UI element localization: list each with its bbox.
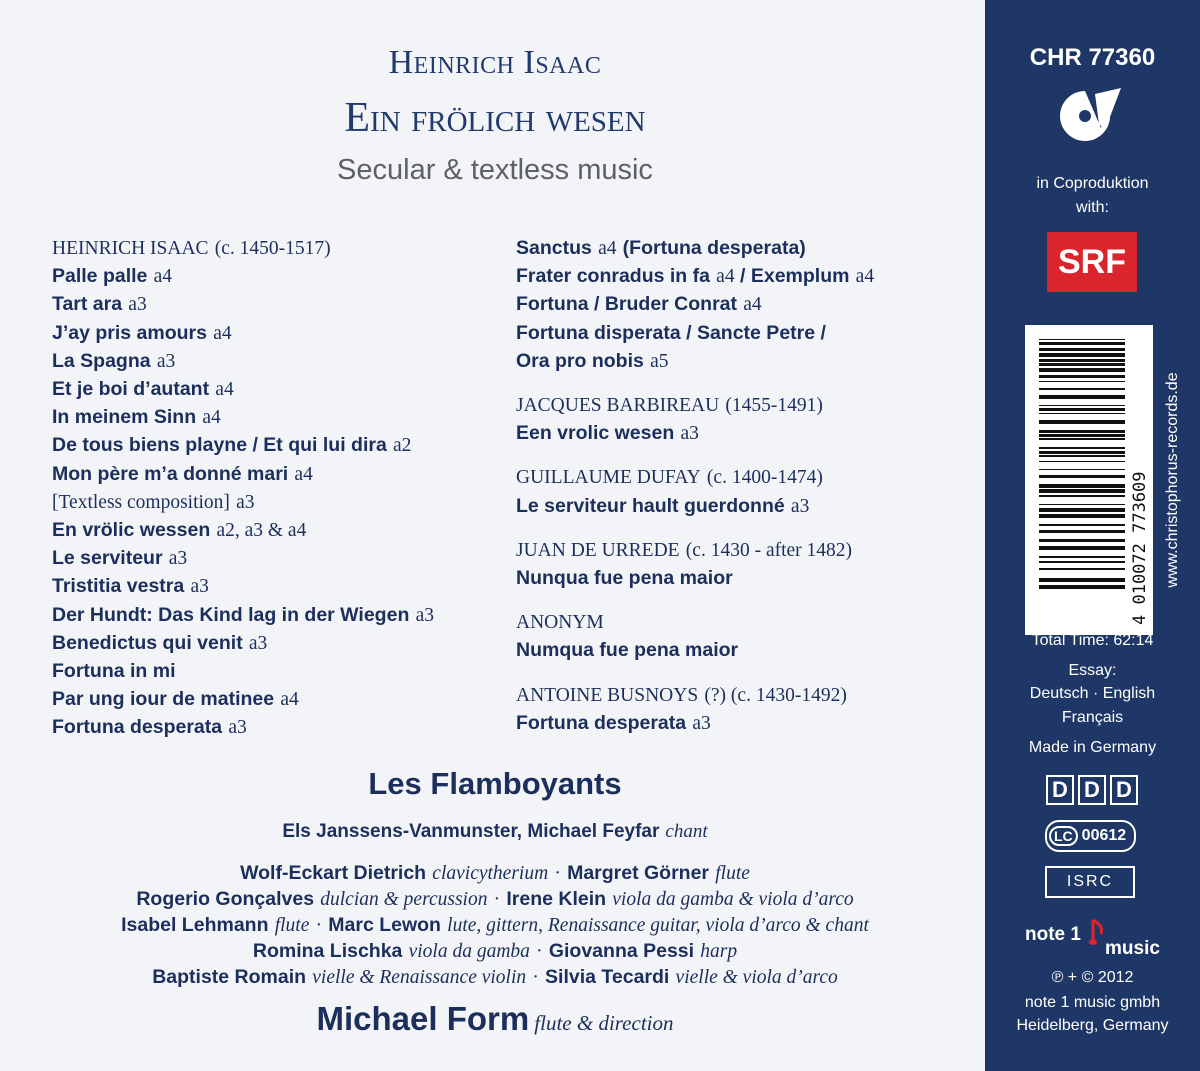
- essay-languages-2: Français: [1061, 709, 1124, 726]
- barcode-bar: [1039, 420, 1125, 424]
- barcode-bar: [1039, 348, 1125, 351]
- track-voices: a4: [743, 294, 762, 316]
- track-voices: a4: [215, 379, 234, 401]
- director-role: flute & direction: [534, 1011, 674, 1035]
- track-title: La Spagna: [52, 349, 151, 372]
- performer-name: Baptiste Romain: [152, 966, 307, 988]
- composer-heading: [52, 234, 502, 262]
- company-location: Heidelberg, Germany: [1016, 1017, 1169, 1034]
- total-time: Total Time: 62:14: [1031, 632, 1154, 649]
- director-line: [0, 1000, 990, 1038]
- track-voices: a5: [650, 350, 669, 372]
- catalog-number: CHR 77360: [1029, 44, 1156, 71]
- performer-instrument: vielle & viola d’arco: [675, 967, 838, 988]
- performer-name: Romina Lischka: [252, 940, 403, 962]
- barcode-bar: [1039, 413, 1125, 414]
- track-row: [52, 601, 502, 629]
- track-title: Tart ara: [52, 293, 123, 316]
- track-title: De tous biens playne / Et qui lui dira: [52, 434, 387, 457]
- track-row: [52, 488, 502, 516]
- track-title: (Fortuna desperata): [622, 237, 806, 259]
- track-title: Palle palle: [52, 265, 148, 288]
- separator: ·: [554, 863, 561, 884]
- track-row: [516, 636, 956, 664]
- srf-logo: SRF: [1047, 232, 1137, 292]
- isrc-box: ISRC: [1045, 866, 1135, 898]
- composer-dates: (1455-1491): [725, 395, 823, 417]
- track-title: Ora pro nobis: [516, 349, 644, 372]
- track-voices: a4: [598, 238, 617, 259]
- track-voices: a3: [790, 495, 810, 517]
- player-row: [0, 860, 990, 886]
- barcode-bar: [1039, 363, 1125, 366]
- composer-name: ANTOINE BUSNOYS: [516, 684, 699, 706]
- track-title: Mon père m’a donné mari: [52, 462, 289, 485]
- separator: ·: [532, 967, 539, 988]
- track-title: In meinem Sinn: [52, 406, 197, 429]
- singer-names: Els Janssens-Vanmunster, Michael Feyfar: [282, 821, 660, 842]
- sidebar-panel: [985, 0, 1200, 1071]
- performer-instrument: lute, gittern, Renaissance guitar, viola d’arco & chant: [447, 915, 869, 936]
- track-voices: a3: [692, 712, 711, 734]
- player-row: [0, 938, 990, 964]
- barcode-bar: [1039, 359, 1125, 362]
- barcode-bar: [1039, 469, 1125, 470]
- barcode-bar: [1039, 461, 1125, 462]
- header-composer: Heinrich Isaac: [388, 44, 602, 81]
- player-row: [0, 912, 990, 938]
- copyright: ℗ + © 2012: [1051, 969, 1134, 986]
- track-voices: a3: [236, 491, 255, 513]
- composer-name: HEINRICH ISAAC: [52, 238, 209, 259]
- performer-name: Isabel Lehmann: [121, 914, 269, 936]
- composer-group: [516, 391, 956, 447]
- track-voices: a4: [294, 463, 313, 485]
- barcode-bar: [1039, 408, 1125, 411]
- barcode-bar: [1039, 556, 1125, 558]
- track-row: [52, 319, 502, 347]
- ddd-box: D: [1078, 775, 1106, 805]
- performer-instrument: flute: [715, 863, 750, 884]
- track-title: Fortuna / Bruder Conrat: [516, 293, 738, 316]
- barcode-bar: [1039, 438, 1125, 440]
- singers-line: [0, 820, 990, 843]
- track-voices: a4: [855, 266, 875, 288]
- track-voices: a3: [248, 632, 268, 654]
- composer-heading: [516, 608, 956, 636]
- track-row: [516, 492, 956, 520]
- track-voices: a2, a3 & a4: [216, 520, 307, 542]
- label-word-2: music: [1105, 938, 1160, 959]
- barcode-bar: [1039, 495, 1125, 497]
- track-title: Et je boi d’autant: [52, 378, 210, 401]
- barcode-bar: [1039, 395, 1125, 399]
- player-row: [0, 886, 990, 912]
- track-title: Een vrolic wesen: [516, 422, 675, 445]
- coprod-line-1: in Coproduktion: [1036, 175, 1149, 192]
- barcode-bar: [1039, 484, 1125, 488]
- barcode-bar: [1039, 585, 1125, 589]
- composer-dates: (c. 1400-1474): [706, 467, 823, 489]
- track-voices: a4: [213, 322, 232, 344]
- composer-heading: [516, 536, 956, 564]
- composer-heading: [516, 463, 956, 491]
- track-group-isaac: [516, 234, 956, 375]
- coproduction-note: [985, 172, 1200, 220]
- performer-name: Marc Lewon: [328, 914, 441, 936]
- barcode-bar: [1039, 530, 1125, 533]
- track-row: [516, 419, 956, 447]
- composer-name: ANONYM: [516, 612, 604, 634]
- track-voices: a3: [168, 548, 188, 570]
- company-name: note 1 music gmbh: [1024, 994, 1161, 1011]
- track-voices: a4: [202, 407, 221, 429]
- track-row: [52, 685, 502, 713]
- performer-instrument: clavicytherium: [432, 863, 549, 884]
- track-voices: a3: [156, 350, 176, 372]
- track-title: Le serviteur: [52, 547, 163, 570]
- barcode-bar: [1039, 447, 1125, 449]
- composer-group: [516, 681, 956, 737]
- coprod-line-2: with:: [1076, 199, 1109, 216]
- track-title: Le serviteur hault guerdonné: [516, 494, 785, 517]
- barcode-bar: [1039, 514, 1125, 518]
- ensemble-name: Les Flamboyants: [368, 766, 622, 801]
- track-title: En vrölic wessen: [52, 519, 211, 542]
- track-row: [52, 657, 502, 685]
- track-voices: a3: [228, 717, 247, 739]
- barcode-bar: [1039, 475, 1125, 478]
- barcode-bar: [1039, 561, 1125, 563]
- track-voices: a4: [153, 266, 172, 288]
- performer-instrument: vielle & Renaissance violin: [312, 967, 527, 988]
- barcode-bar: [1039, 504, 1125, 505]
- track-separator: /: [734, 265, 751, 288]
- track-row: [52, 290, 502, 318]
- performer-instrument: flute: [274, 915, 310, 936]
- composer-group: [516, 463, 956, 519]
- track-voices: a3: [190, 576, 209, 598]
- barcode-bar: [1039, 578, 1125, 582]
- barcode-bar: [1039, 508, 1125, 512]
- separator: ·: [493, 889, 501, 910]
- barcode-bar: [1039, 546, 1125, 550]
- barcode-bar: [1039, 368, 1125, 372]
- website-url: [1161, 330, 1185, 630]
- composer-name: JACQUES BARBIREAU: [516, 395, 720, 417]
- barcode-bar: [1039, 489, 1125, 493]
- singer-role: chant: [665, 821, 708, 842]
- track-row: [516, 319, 956, 347]
- barcode-bar: [1039, 539, 1125, 542]
- performer-name: Wolf-Eckart Dietrich: [240, 862, 427, 884]
- barcode: [1025, 325, 1153, 635]
- composer-name: JUAN DE URREDE: [516, 539, 680, 561]
- composer-group: [516, 608, 956, 664]
- track-title: Fortuna disperata / Sancte Petre /: [516, 321, 826, 344]
- album-subtitle: Secular & textless music: [337, 154, 653, 186]
- track-row: [52, 713, 502, 741]
- barcode-bar: [1039, 342, 1125, 345]
- performer-instrument: dulcian & percussion: [320, 889, 488, 910]
- label-word-1: note 1: [1025, 924, 1081, 945]
- track-title: Numqua fue pena maior: [516, 639, 739, 662]
- track-title: Tristitia vestra: [52, 575, 185, 598]
- label-code: [1045, 820, 1136, 852]
- website-url-text: www.christophorus-records.de: [1164, 372, 1181, 588]
- performer-name: Margret Görner: [567, 862, 710, 884]
- barcode-bar: [1039, 430, 1125, 433]
- performer-instrument: viola da gamba: [408, 941, 530, 962]
- track-row: [52, 460, 502, 488]
- track-title: Par ung iour de matinee: [52, 688, 275, 711]
- track-title: Nunqua fue pena maior: [516, 567, 733, 590]
- composer-name: GUILLAUME DUFAY: [516, 467, 701, 489]
- barcode-bar: [1039, 568, 1125, 570]
- track-row: [516, 262, 956, 290]
- director-name: Michael Form: [316, 1000, 530, 1037]
- barcode-digits: 4 010072 773609: [1130, 471, 1150, 625]
- track-voices: a3: [680, 423, 699, 445]
- performer-instrument: harp: [700, 941, 738, 962]
- tracklist-right: [516, 234, 956, 753]
- track-voices: a3: [415, 604, 434, 626]
- barcode-bars: [1025, 325, 1153, 635]
- track-row: [52, 262, 502, 290]
- track-title: Exemplum: [750, 265, 850, 288]
- track-row: [52, 572, 502, 600]
- composer-dates: (c. 1430 - after 1482): [685, 539, 853, 561]
- track-row: [52, 403, 502, 431]
- track-row: [516, 347, 956, 375]
- performer-name: Irene Klein: [506, 888, 607, 910]
- barcode-bar: [1039, 455, 1125, 457]
- essay-label: Essay:: [1068, 662, 1117, 679]
- track-voices: a4: [716, 266, 735, 288]
- performer-name: Giovanna Pessi: [548, 940, 695, 962]
- made-in: Made in Germany: [1028, 739, 1157, 756]
- barcode-bar: [1039, 353, 1125, 357]
- track-row: [52, 629, 502, 657]
- ddd-box: D: [1046, 775, 1074, 805]
- christophorus-logo-icon: [1055, 84, 1125, 144]
- track-row: [52, 544, 502, 572]
- ddd-box: D: [1110, 775, 1138, 805]
- track-title: Fortuna desperata: [516, 711, 687, 734]
- ddd-code: [1046, 775, 1142, 805]
- composer-group: [516, 536, 956, 592]
- track-row: [52, 375, 502, 403]
- barcode-bar: [1039, 381, 1125, 382]
- track-title: Sanctus: [516, 237, 592, 259]
- track-row: [52, 516, 502, 544]
- track-title: Der Hundt: Das Kind lag in der Wiegen: [52, 603, 410, 626]
- track-note: [Textless composition]: [52, 491, 230, 513]
- composer-heading: [516, 391, 956, 419]
- tracklist-left: [52, 234, 502, 742]
- composer-heading: [516, 681, 956, 709]
- track-title: Fortuna in mi: [52, 660, 176, 683]
- track-title: Benedictus qui venit: [52, 631, 243, 654]
- track-row: [516, 290, 956, 318]
- barcode-bar: [1039, 388, 1125, 390]
- separator: ·: [315, 915, 323, 936]
- barcode-bar: [1039, 339, 1125, 340]
- essay-languages: Deutsch · English: [1029, 685, 1156, 702]
- composer-dates: (?) (c. 1430-1492): [704, 684, 847, 706]
- barcode-bar: [1039, 405, 1125, 406]
- composer-dates: (c. 1450-1517): [214, 238, 331, 259]
- lc-number: 00612: [1081, 827, 1127, 844]
- track-row: [52, 347, 502, 375]
- track-voices: a4: [280, 689, 299, 711]
- album-title: Ein frölich wesen: [344, 95, 646, 141]
- track-title: Frater conradus in fa: [516, 265, 710, 288]
- track-title: J’ay pris amours: [52, 321, 207, 344]
- track-voices: a3: [128, 294, 147, 316]
- players-list: [0, 860, 990, 990]
- player-row: [0, 964, 990, 990]
- separator: ·: [536, 941, 543, 962]
- track-row: [516, 709, 956, 737]
- track-row: [52, 431, 502, 459]
- performer-name: Silvia Tecardi: [545, 966, 670, 988]
- performer-name: Rogerio Gonçalves: [136, 888, 315, 910]
- track-title: Fortuna desperata: [52, 716, 223, 739]
- lc-tag: LC: [1049, 826, 1078, 846]
- track-row: [516, 564, 956, 592]
- track-row: [516, 234, 956, 262]
- track-voices: a2: [393, 435, 412, 457]
- barcode-bar: [1039, 434, 1125, 437]
- barcode-bar: [1039, 451, 1125, 454]
- barcode-bar: [1039, 524, 1125, 526]
- performer-instrument: viola da gamba & viola d’arco: [612, 889, 854, 910]
- barcode-bar: [1039, 375, 1125, 378]
